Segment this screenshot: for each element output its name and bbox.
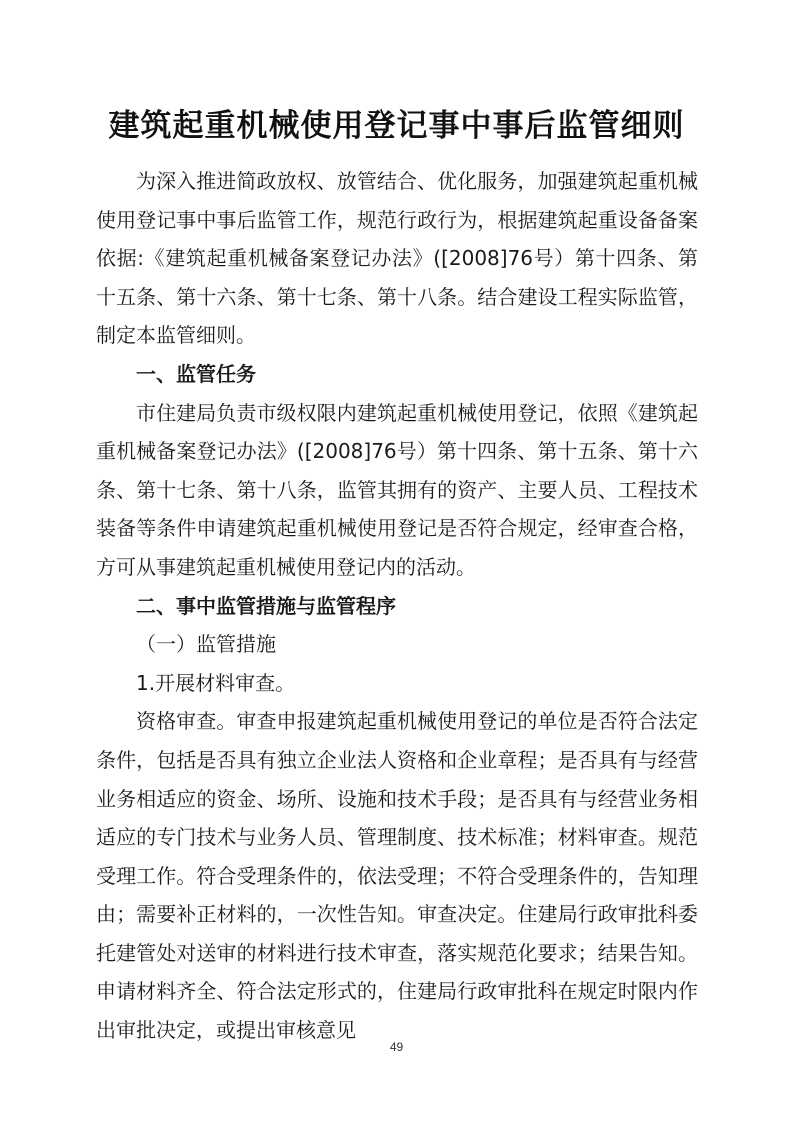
- tasks-paragraph: 市住建局负责市级权限内建筑起重机械使用登记，依照《建筑起重机械备案登记办法》([2008]76号）第十四条、第十五条、第十六条、第十七条、第十八条，监管其拥有的资产、主要人员、工程技术装备等条件申请建筑起重机械使用登记是否符合规定，经审查合格，方可从事建筑起重机械使用登记内的活动。: [96, 400, 698, 579]
- page-number: 49: [389, 1040, 404, 1054]
- subsection-heading-measures: （一）监管措施: [136, 632, 276, 657]
- document-title: 建筑起重机械使用登记事中事后监管细则: [108, 108, 685, 144]
- section-heading-measures: 二、事中监管措施与监管程序: [136, 593, 396, 618]
- section-heading-tasks: 一、监管任务: [136, 361, 256, 386]
- item-material-review: 1.开展材料审查。: [136, 670, 296, 695]
- document-body: [96, 162, 698, 1050]
- intro-paragraph: 为深入推进简政放权、放管结合、优化服务，加强建筑起重机械使用登记事中事后监管工作，规范行政行为，根据建筑起重设备备案依据:《建筑起重机械备案登记办法》([2008]76号）第十四条、第十五条、第十六条、第十七条、第十八条。结合建设工程实际监管，制定本监管细则。: [96, 169, 698, 348]
- qualification-paragraph: 资格审查。审查申报建筑起重机械使用登记的单位是否符合法定条件，包括是否具有独立企业法人资格和企业章程；是否具有与经营业务相适应的资金、场所、设施和技术手段；是否具有与经营业务相适应的专门技术与业务人员、管理制度、技术标准；材料审查。规范受理工作。符合受理条件的，依法受理；不符合受理条件的，告知理由；需要补正材料的，一次性告知。审查决定。住建局行政审批科委托建管处对送审的材料进行技术审查，落实规范化要求；结果告知。申请材料齐全、符合法定形式的，住建局行政审批科在规定时限内作出审批决定，或提出审核意见: [96, 709, 698, 1043]
